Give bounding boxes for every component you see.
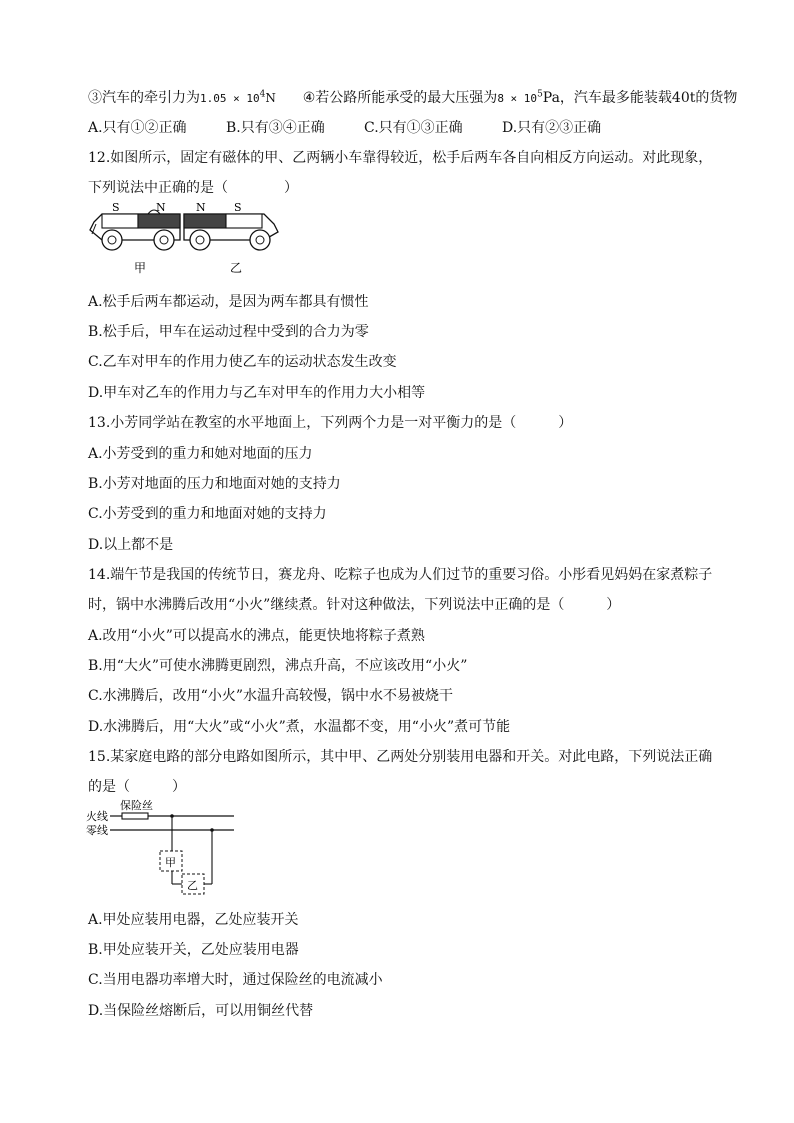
magnet-cars-figure: [88, 200, 283, 278]
q11-stmt3-prefix: ③汽车的牵引力为: [88, 90, 200, 106]
q14-option-a[interactable]: A.改用“小火”可以提高水的沸点，能更快地将粽子煮熟: [88, 628, 425, 644]
q11-option-c[interactable]: C.只有①③正确: [364, 120, 463, 136]
circuit-figure: [84, 798, 240, 898]
q13-stem: 13.小芳同学站在教室的水平地面上，下列两个力是一对平衡力的是（ ）: [88, 415, 573, 431]
q13-option-d[interactable]: D.以上都不是: [88, 537, 174, 553]
box-yi-label: 乙: [187, 879, 198, 892]
q11-stmt3-unit: N: [265, 91, 276, 105]
q12-stem-line2: 下列说法中正确的是（ ）: [88, 180, 298, 196]
q14-stem-line1: 14.端午节是我国的传统节日，赛龙舟、吃粽子也成为人们过节的重要习俗。小彤看见妈妈在家煮粽子: [88, 567, 713, 583]
q11-statements-line: [88, 88, 737, 109]
q14-option-d[interactable]: D.水沸腾后，用“大火”或“小火”煮，水温都不变，用“小火”煮可节能: [88, 719, 511, 735]
magnet-left-n-block: [138, 214, 180, 228]
pole-label-right-n: N: [196, 201, 206, 214]
q12-option-c[interactable]: C.乙车对甲车的作用力使乙车的运动状态发生改变: [88, 354, 397, 370]
fuse-icon: [122, 813, 148, 819]
q11-options: [88, 118, 601, 138]
fuse-label: 保险丝: [120, 799, 153, 812]
q12-stem-line1: 12.如图所示，固定有磁体的甲、乙两辆小车靠得较近，松手后两车各自向相反方向运动。对此现象，: [88, 150, 713, 166]
car-label-jia: 甲: [134, 261, 147, 275]
car-label-yi: 乙: [230, 261, 243, 275]
magnet-right-n-block: [184, 214, 226, 228]
q13-option-a[interactable]: A.小芳受到的重力和她对地面的压力: [88, 446, 313, 462]
q12-option-a[interactable]: A.松手后两车都运动，是因为两车都具有惯性: [88, 294, 369, 310]
q11-option-a[interactable]: A.只有①②正确: [88, 120, 187, 136]
q11-stmt4-exp: 5: [537, 89, 543, 100]
box-jia-label: 甲: [165, 856, 176, 869]
q11-option-b[interactable]: B.只有③④正确: [226, 120, 325, 136]
pole-label-left-n: N: [156, 201, 166, 214]
q11-option-d[interactable]: D.只有②③正确: [502, 120, 602, 136]
car-right: [184, 214, 278, 250]
q15-stem-line2: 的是（ ）: [88, 779, 186, 795]
pole-label-left-s: S: [112, 201, 120, 214]
q14-stem-line2: 时，锅中水沸腾后改用“小火”继续煮。针对这种做法，下列说法中正确的是（ ）: [88, 597, 621, 613]
q15-option-a[interactable]: A.甲处应装用电器，乙处应装开关: [88, 912, 299, 928]
q12-option-d[interactable]: D.甲车对乙车的作用力与乙车对甲车的作用力大小相等: [88, 385, 426, 401]
q15-option-b[interactable]: B.甲处应装开关，乙处应装用电器: [88, 942, 299, 958]
q11-stmt4-value: 8 × 10: [497, 92, 538, 105]
q14-option-b[interactable]: B.用“大火”可使水沸腾更剧烈，沸点升高，不应该改用“小火”: [88, 658, 468, 674]
q15-stem-line1: 15.某家庭电路的部分电路如图所示，其中甲、乙两处分别装用电器和开关。对此电路，下列说法正确: [88, 749, 713, 765]
q15-option-d[interactable]: D.当保险丝熔断后，可以用铜丝代替: [88, 1003, 314, 1019]
q11-stmt3-value: 1.05 × 10: [200, 92, 260, 105]
neutral-wire-label: 零线: [86, 824, 108, 837]
q13-option-b[interactable]: B.小芳对地面的压力和地面对她的支持力: [88, 476, 341, 492]
pole-label-right-s: S: [234, 201, 242, 214]
q12-option-b[interactable]: B.松手后，甲车在运动过程中受到的合力为零: [88, 324, 369, 340]
q11-stmt3-exp: 4: [259, 89, 266, 100]
q14-option-c[interactable]: C.水沸腾后，改用“小火”水温升高较慢，锅中水不易被烧干: [88, 688, 453, 704]
q13-option-c[interactable]: C.小芳受到的重力和地面对她的支持力: [88, 506, 327, 522]
q15-option-c[interactable]: C.当用电器功率增大时，通过保险丝的电流减小: [88, 972, 383, 988]
q11-stmt4-suffix: Pa，汽车最多能装载40t的货物: [542, 90, 738, 106]
car-left: [90, 210, 180, 250]
live-wire-label: 火线: [86, 810, 108, 823]
q11-stmt4-prefix: ④若公路所能承受的最大压强为: [302, 90, 498, 106]
